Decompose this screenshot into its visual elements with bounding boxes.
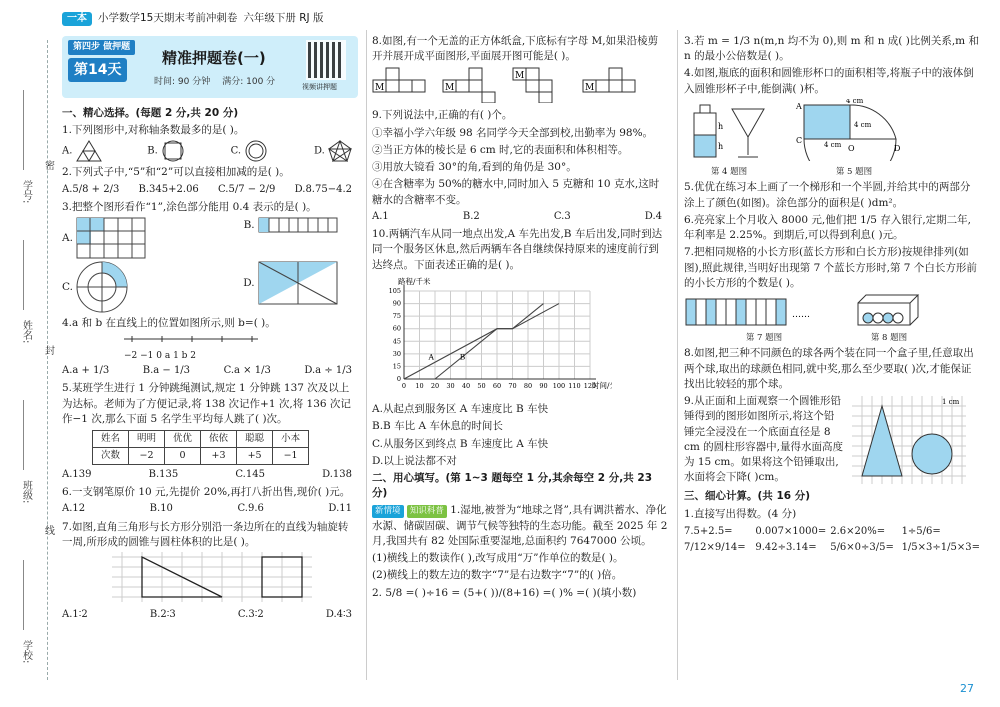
question-9: 9.下列说法中,正确的有( )个。 xyxy=(372,109,513,122)
x-tick-label: 0 xyxy=(401,381,407,390)
question-9-block xyxy=(684,394,980,487)
svg-text:M: M xyxy=(445,83,455,94)
calc-item[interactable]: 1/5×3÷1/5×3= xyxy=(901,542,980,554)
question-5: 5.某班学生进行 1 分钟跳绳测试,规定 1 分钟跳 137 次及以上为达标。老师为了方便记录,将 138 次记作+1 次,将 136 次记作−1 次,那么下面 5 名学生平均每人跳了( )次。 xyxy=(62,382,351,425)
student-id-line xyxy=(23,90,24,170)
trapezoid-semicircle-figure xyxy=(784,99,924,161)
grid-shaded-figure-icon xyxy=(76,217,146,259)
x-tick-label: 70 xyxy=(508,381,517,390)
table-row xyxy=(93,447,309,464)
ring-shaded-figure-icon xyxy=(76,261,128,313)
bottle-and-cone-cup-figure xyxy=(684,99,774,161)
q9-option-b[interactable]: B.2 xyxy=(462,210,480,222)
x-tick-label: 20 xyxy=(430,381,440,390)
figure-4-caption: 第 4 题图 xyxy=(710,167,748,178)
q9-options xyxy=(372,210,668,225)
column-1 xyxy=(62,104,358,626)
q4-option-d[interactable]: D.a ÷ 1/3 xyxy=(304,364,352,376)
number-line-labels: −2 −1 0 a 1 b 2 xyxy=(124,350,197,361)
svg-text:h: h xyxy=(718,121,724,131)
calc-item[interactable]: 9.42÷3.14= xyxy=(755,542,817,554)
page-number: 27 xyxy=(960,682,974,696)
q6-option-d[interactable]: D.11 xyxy=(328,503,352,515)
q3-option-d[interactable]: D. xyxy=(243,261,338,313)
calc-question-1: 1.直接写出得数。(4 分) xyxy=(684,507,797,520)
fill-question-1a: (1)横线上的数读作( ),改写成用“万”作单位的数是( )。 xyxy=(372,552,624,565)
q2-options xyxy=(62,183,358,198)
table-cell: −2 xyxy=(129,447,165,464)
q5-option-a[interactable]: A.139 xyxy=(62,468,92,480)
cube-net-option-a[interactable] xyxy=(372,67,428,103)
fill-question-1b: (2)横线上的数左边的数字“7”是右边数字“7”的( )倍。 xyxy=(372,569,623,582)
svg-text:M: M xyxy=(515,71,525,82)
q7-option-b[interactable]: B.2∶3 xyxy=(149,609,176,621)
section-title: 一、精心选择。(每题 2 分,共 20 分) xyxy=(62,107,239,119)
fig-4-5-row xyxy=(684,99,980,179)
x-tick-label: 120 xyxy=(583,381,597,390)
exam-title: 精准押题卷(一) xyxy=(162,49,266,67)
table-cell: 次数 xyxy=(93,447,129,464)
student-name-line xyxy=(23,240,24,310)
y-tick-label: 90 xyxy=(392,299,401,308)
svg-text:A: A xyxy=(796,101,802,111)
q10-option-a[interactable]: A.从起点到服务区 A 车速度比 B 车快 xyxy=(372,403,549,416)
figure-4 xyxy=(684,99,774,179)
table-cell: 0 xyxy=(165,447,201,464)
q5-options xyxy=(62,468,358,483)
cube-net-option-b[interactable] xyxy=(442,67,498,103)
svg-text:4 cm: 4 cm xyxy=(846,98,864,105)
table-cell: 依依 xyxy=(201,431,237,448)
series-label-B: B xyxy=(459,352,466,362)
cube-net-option-c[interactable] xyxy=(512,67,568,103)
q2-option-c[interactable]: C.5/7 − 2/9 xyxy=(218,183,276,195)
binding-margin xyxy=(0,0,58,707)
q1-option-a[interactable]: A. xyxy=(62,140,102,162)
fill-question-9: 9.从正面和上面观察一个圆锥形铅锤得到的图形如图所示,将这个铅锤完全浸没在一个底面直径是 8 cm 的圆柱形容器中,量得水面高度为 15 cm。如果将这个铅锤取出,水面将会下降( )cm。 xyxy=(684,395,844,484)
class-label: 班级: xyxy=(20,480,32,504)
jump-rope-table xyxy=(92,430,309,465)
table-cell: 优优 xyxy=(165,431,201,448)
svg-text:4 cm: 4 cm xyxy=(854,120,872,129)
cone-views-figure xyxy=(850,394,968,486)
q2-option-d[interactable]: D.8.75−4.2 xyxy=(294,183,352,195)
q6-option-a[interactable]: A.12 xyxy=(62,503,86,515)
x-tick-label: 110 xyxy=(568,381,581,390)
column-2 xyxy=(372,34,668,603)
question-4: 4.a 和 b 在直线上的位置如图所示,则 b=( )。 xyxy=(62,317,276,330)
y-tick-label: 45 xyxy=(392,337,401,346)
fill-question-5: 5.优优在练习本上画了一个梯形和一个半圆,并给其中的两部分涂上了颜色(如图)。涂色部分的面积是( )dm²。 xyxy=(684,181,971,209)
section-title: 二、用心填写。(第 1~3 题每空 1 分,其余每空 2 分,共 23 分) xyxy=(372,472,652,500)
grid-scale-label: 1 cm xyxy=(942,398,960,407)
fill-question-1: 新情境 知识科普 1.湿地,被誉为“地球之肾”,具有调洪蓄水、净化水源、储碳固碳、调节气候等独特的生态功能。截至 2025 年 2 月,我国共有 82 处国际重要湿地,总面积约 7647000 公顷。 xyxy=(372,504,668,547)
y-tick-label: 15 xyxy=(392,362,401,371)
y-axis-label: 路程/千米 xyxy=(398,276,431,286)
y-tick-label: 105 xyxy=(388,286,401,295)
svg-text:……: …… xyxy=(792,309,810,320)
student-id-label: 学号: xyxy=(20,180,32,204)
figure-7-caption: 第 7 题图 xyxy=(745,333,783,344)
q1-option-d[interactable]: D. xyxy=(314,140,352,162)
q4-option-c[interactable]: C.a × 1/3 xyxy=(223,364,271,376)
svg-text:O: O xyxy=(848,143,855,153)
q5-option-d[interactable]: D.138 xyxy=(322,468,352,480)
x-tick-label: 100 xyxy=(552,381,566,390)
bar-shaded-figure-icon xyxy=(258,217,338,233)
q1-option-c[interactable]: C. xyxy=(231,140,269,162)
rect-triangle-shaded-figure-icon xyxy=(258,261,338,305)
x-tick-label: 10 xyxy=(415,381,424,390)
school-line xyxy=(23,560,24,630)
q7-option-d[interactable]: D.4∶3 xyxy=(325,609,352,621)
exam-meta xyxy=(154,76,275,89)
table-cell: −1 xyxy=(273,447,309,464)
y-tick-label: 0 xyxy=(396,374,401,383)
q9-statement: ②当正方体的棱长是 6 cm 时,它的表面积和体积相等。 xyxy=(372,143,629,156)
question-2: 2.下列式子中,“5”和“2”可以直接相加减的是( )。 xyxy=(62,166,290,179)
q1-options xyxy=(62,140,358,162)
school-label: 学校: xyxy=(20,640,32,664)
table-cell: 小本 xyxy=(273,431,309,448)
q2-option-a[interactable]: A.5/8 + 2/3 xyxy=(62,183,120,195)
rotation-figure xyxy=(112,552,312,602)
svg-text:D: D xyxy=(894,143,901,153)
full-score: 满分: 100 分 xyxy=(222,77,276,87)
table-cell: 姓名 xyxy=(93,431,129,448)
question-8: 8.如图,有一个无盖的正方体纸盒,下底标有字母 M,如果沿棱剪开并展开成平面图形,平面展开图可能是( )。 xyxy=(372,35,659,63)
calc-item[interactable]: 7/12×9/14= xyxy=(684,542,746,554)
margin-mark-line: 线 xyxy=(42,525,54,535)
question-7: 7.如图,直角三角形与长方形分别沿一条边所在的直线为轴旋转一周,所形成的圆锥与圆柱体积的比是( )。 xyxy=(62,520,349,548)
class-line xyxy=(23,400,24,470)
qr-caption: 视频讲押题 xyxy=(302,83,337,91)
table-cell: 聪聪 xyxy=(237,431,273,448)
fill-question-8: 8.如图,把三种不同颜色的球各两个装在同一个盒子里,任意取出两个球,取出的球颜色相同,就中奖,那么至少要取( )次,才能保证找出比较轻的那个球。 xyxy=(684,347,974,390)
y-tick-label: 60 xyxy=(392,324,401,333)
q10-option-d[interactable]: D.以上说法都不对 xyxy=(372,454,457,467)
q1-option-b[interactable]: B. xyxy=(147,140,185,162)
day-badge: 第14天 xyxy=(68,58,127,82)
q6-option-c[interactable]: C.9.6 xyxy=(237,503,264,515)
fill-question-7: 7.把相同规格的小长方形(蓝长方形和白长方形)按规律排列(如图),照此规律,当明好出现第 7 个蓝长方形时,第 7 个白长方形前的小长方形的个数是( )。 xyxy=(684,246,977,289)
qr-code-icon[interactable] xyxy=(306,40,346,80)
series-title: 小学数学15天期末考前冲刺卷 xyxy=(98,12,238,25)
calc-item[interactable]: 5/6×0÷3/5= xyxy=(830,542,894,554)
x-tick-label: 40 xyxy=(461,381,471,390)
publisher-logo: 一本 xyxy=(62,12,92,27)
number-line-figure xyxy=(122,334,262,348)
svg-text:h: h xyxy=(718,141,724,151)
calc-item[interactable]: 0.007×1000= xyxy=(755,525,827,537)
square-circle-figure-icon xyxy=(161,140,185,162)
table-cell: +5 xyxy=(237,447,273,464)
pentagon-star-figure-icon xyxy=(328,140,352,162)
x-tick-label: 30 xyxy=(446,381,455,390)
fill-question-3: 3.若 m = 1/3 n(m,n 均不为 0),则 m 和 n 成( )比例关系,m 和 n 的最小公倍数是( )。 xyxy=(684,35,979,63)
fill-question-6: 6.亮亮家上个月收入 8000 元,他们把 1/5 存入银行,定期二年,年利率是 2.25%。到期后,可以得到利息( )元。 xyxy=(684,213,972,242)
q9-statement: ④在含糖率为 50%的糖水中,同时加入 5 克糖和 10 克水,这时糖水的含糖率不变。 xyxy=(372,178,660,206)
exam-banner xyxy=(62,36,358,98)
calc-item[interactable]: 1÷5/6= xyxy=(901,525,941,537)
fill-question-2: 2. 5/8 =( )÷16 = (5+( ))/(8+16) =( )% =( )(填小数) xyxy=(372,586,637,599)
q4-options xyxy=(62,364,358,379)
science-tag: 知识科普 xyxy=(407,505,447,517)
q3-option-a[interactable]: A. xyxy=(62,217,146,259)
x-tick-label: 50 xyxy=(477,381,486,390)
step-badge: 第四步 做押题 xyxy=(68,40,135,55)
calc-item[interactable]: 2.6×20%= xyxy=(830,525,886,537)
q3-options-row1 xyxy=(62,217,358,259)
q7-option-c[interactable]: C.3∶2 xyxy=(237,609,264,621)
q3-option-b[interactable]: B. xyxy=(244,217,338,259)
q4-option-b[interactable]: B.a − 1/3 xyxy=(142,364,191,376)
svg-text:M: M xyxy=(375,83,385,94)
q9-statement: ③用放大镜看 30°的角,看到的角仍是 30°。 xyxy=(372,161,577,174)
svg-text:4 cm: 4 cm xyxy=(824,140,842,149)
svg-text:C: C xyxy=(796,135,803,145)
figure-5 xyxy=(784,99,924,179)
section-title: 三、细心计算。(共 16 分) xyxy=(684,490,811,503)
distance-time-chart xyxy=(372,275,612,397)
q7-option-a[interactable]: A.1∶2 xyxy=(62,609,88,621)
series-label-A: A xyxy=(428,352,434,362)
q5-option-c[interactable]: C.145 xyxy=(235,468,265,480)
svg-text:M: M xyxy=(585,83,595,94)
q8-net-options xyxy=(372,67,668,103)
figure-8 xyxy=(854,293,924,345)
q3-option-c[interactable]: C. xyxy=(62,261,128,313)
cut-line xyxy=(47,40,48,680)
student-name-label: 姓名: xyxy=(20,320,32,344)
x-axis-label: 时间/ xyxy=(592,380,610,390)
question-1: 1.下列图形中,对称轴条数最多的是( )。 xyxy=(62,124,245,137)
column-divider xyxy=(366,30,367,680)
q9-statement: ①幸福小学六年级 98 名同学今天全部到校,出勤率为 98%。 xyxy=(372,126,654,139)
q10-option-b[interactable]: B.B 车比 A 车休息的时间长 xyxy=(372,420,503,433)
margin-mark-seal-top: 密 xyxy=(42,160,54,170)
ball-box-figure xyxy=(854,293,924,327)
calc-grid xyxy=(684,525,980,556)
rectangle-pattern-figure xyxy=(684,297,844,327)
question-6: 6.一支钢笔原价 10 元,先提价 20%,再打八折出售,现价( )元。 xyxy=(62,486,351,499)
q9-option-c[interactable]: C.3 xyxy=(553,210,571,222)
x-tick-label: 80 xyxy=(523,381,533,390)
table-cell: 明明 xyxy=(129,431,165,448)
concentric-circles-figure-icon xyxy=(244,140,268,162)
fill-question-4: 4.如图,瓶底的面积和圆锥形杯口的面积相等,将瓶子中的液体倒入圆锥形杯子中,能倒满( )杯。 xyxy=(684,67,974,95)
table-header-row xyxy=(93,431,309,448)
column-3 xyxy=(684,34,980,556)
x-tick-label: 60 xyxy=(492,381,502,390)
table-cell: +3 xyxy=(201,447,237,464)
x-tick-label: 90 xyxy=(539,381,548,390)
q3-options-row2 xyxy=(62,261,358,313)
figure-7 xyxy=(684,297,844,345)
q2-option-b[interactable]: B.345+2.06 xyxy=(138,183,199,195)
fig-7-8-row xyxy=(684,293,980,345)
q6-option-b[interactable]: B.10 xyxy=(149,503,173,515)
q6-options xyxy=(62,502,358,517)
question-3: 3.把整个图形看作“1”,涂色部分能用 0.4 表示的是( )。 xyxy=(62,201,317,214)
question-10: 10.两辆汽车从同一地点出发,A 车先出发,B 车后出发,同时到达同一个服务区休息,然后两辆车各自继续保持原来的速度前行到达终点。下面表述正确的是( )。 xyxy=(372,228,663,271)
q9-option-d[interactable]: D.4 xyxy=(644,210,662,222)
triangle-figure-icon xyxy=(76,140,102,162)
figure-8-caption: 第 8 题图 xyxy=(870,333,908,344)
column-divider xyxy=(677,30,678,680)
q7-options xyxy=(62,608,358,623)
calc-item[interactable]: 7.5+2.5= xyxy=(684,525,733,537)
cube-net-option-d[interactable] xyxy=(582,67,638,103)
q9-option-a[interactable]: A.1 xyxy=(372,210,389,222)
page-header xyxy=(62,10,323,28)
q5-option-b[interactable]: B.135 xyxy=(148,468,179,480)
q10-option-c[interactable]: C.从服务区到终点 B 车速度比 A 车快 xyxy=(372,437,549,450)
margin-mark-seal: 封 xyxy=(42,345,54,355)
time-limit: 时间: 90 分钟 xyxy=(154,77,211,87)
grade-label: 六年级下册 RJ 版 xyxy=(243,12,324,25)
y-tick-label: 75 xyxy=(392,312,401,321)
y-tick-label: 30 xyxy=(392,349,401,358)
q4-option-a[interactable]: A.a + 1/3 xyxy=(62,364,110,376)
figure-5-caption: 第 5 题图 xyxy=(835,167,873,178)
new-context-tag: 新情境 xyxy=(372,505,404,517)
